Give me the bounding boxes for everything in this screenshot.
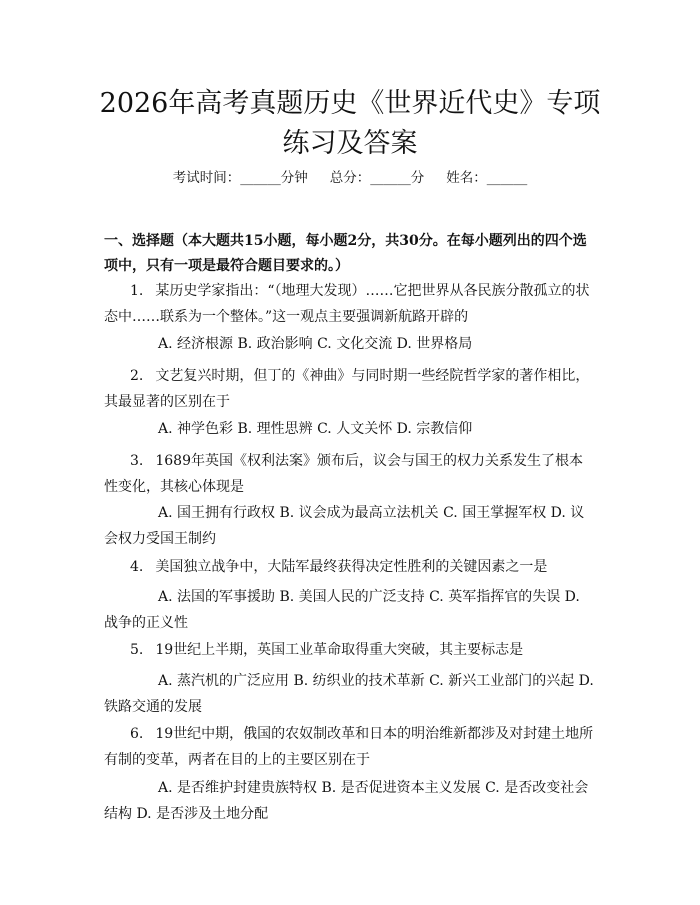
question-number: 3. bbox=[130, 453, 144, 469]
question-number: 2. bbox=[130, 368, 144, 384]
question-2 bbox=[104, 363, 596, 415]
section-heading: 一、选择题（本大题共15小题，每小题2分，共30分。在每小题列出的四个选项中，只有一项是最符合题目要求的。） bbox=[104, 233, 587, 274]
question-number: 5. bbox=[130, 642, 144, 658]
question-stem: 1689年英国《权利法案》颁布后，议会与国王的权力关系发生了根本性变化，其核心体现是 bbox=[104, 453, 583, 495]
question-number: 4. bbox=[130, 559, 144, 575]
question-1-options: A. 经济根源 B. 政治影响 C. 文化交流 D. 世界格局 bbox=[158, 336, 473, 352]
question-number: 6. bbox=[130, 726, 144, 742]
exam-time-field: 考试时间：______分钟 bbox=[172, 170, 308, 186]
document-title: 2026年高考真题历史《世界近代史》专项练习及答案 bbox=[99, 88, 601, 159]
question-stem: 某历史学家指出：“（地理大发现）……它把世界从各民族分散孤立的状态中……联系为一个整体。”这一观点主要强调新航路开辟的 bbox=[104, 283, 590, 325]
question-4-options: A. 法国的军事援助 B. 美国人民的广泛支持 C. 英军指挥官的失误 D. 战争的正义性 bbox=[104, 589, 580, 631]
question-5-options: A. 蒸汽机的广泛应用 B. 纺织业的技术革新 C. 新兴工业部门的兴起 D. 铁路交通的发展 bbox=[104, 673, 594, 715]
question-4 bbox=[104, 554, 596, 580]
exam-info-line bbox=[0, 168, 700, 188]
question-number: 1. bbox=[130, 283, 144, 299]
question-2-options: A. 神学色彩 B. 理性思辨 C. 人文关怀 D. 宗教信仰 bbox=[158, 421, 473, 437]
question-3-options: A. 国王拥有行政权 B. 议会成为最高立法机关 C. 国王掌握军权 D. 议会权力受国王制约 bbox=[104, 505, 585, 547]
question-stem: 19世纪上半期，英国工业革命取得重大突破，其主要标志是 bbox=[155, 642, 524, 658]
question-stem: 美国独立战争中，大陆军最终获得决定性胜利的关键因素之一是 bbox=[155, 559, 548, 575]
question-6-options: A. 是否维护封建贵族特权 B. 是否促进资本主义发展 C. 是否改变社会结构 D. 是否涉及土地分配 bbox=[104, 780, 589, 822]
question-1 bbox=[104, 278, 596, 330]
question-5 bbox=[104, 637, 596, 663]
question-3 bbox=[104, 448, 596, 500]
question-stem: 文艺复兴时期，但丁的《神曲》与同时期一些经院哲学家的著作相比，其最显著的区别在于 bbox=[104, 368, 590, 410]
question-6 bbox=[104, 721, 596, 773]
total-score-field: 总分：______分 bbox=[329, 170, 425, 186]
student-name-field: 姓名：______ bbox=[446, 170, 528, 186]
question-stem: 19世纪中期，俄国的农奴制改革和日本的明治维新都涉及对封建土地所有制的变革，两者在目的上的主要区别在于 bbox=[104, 726, 594, 768]
